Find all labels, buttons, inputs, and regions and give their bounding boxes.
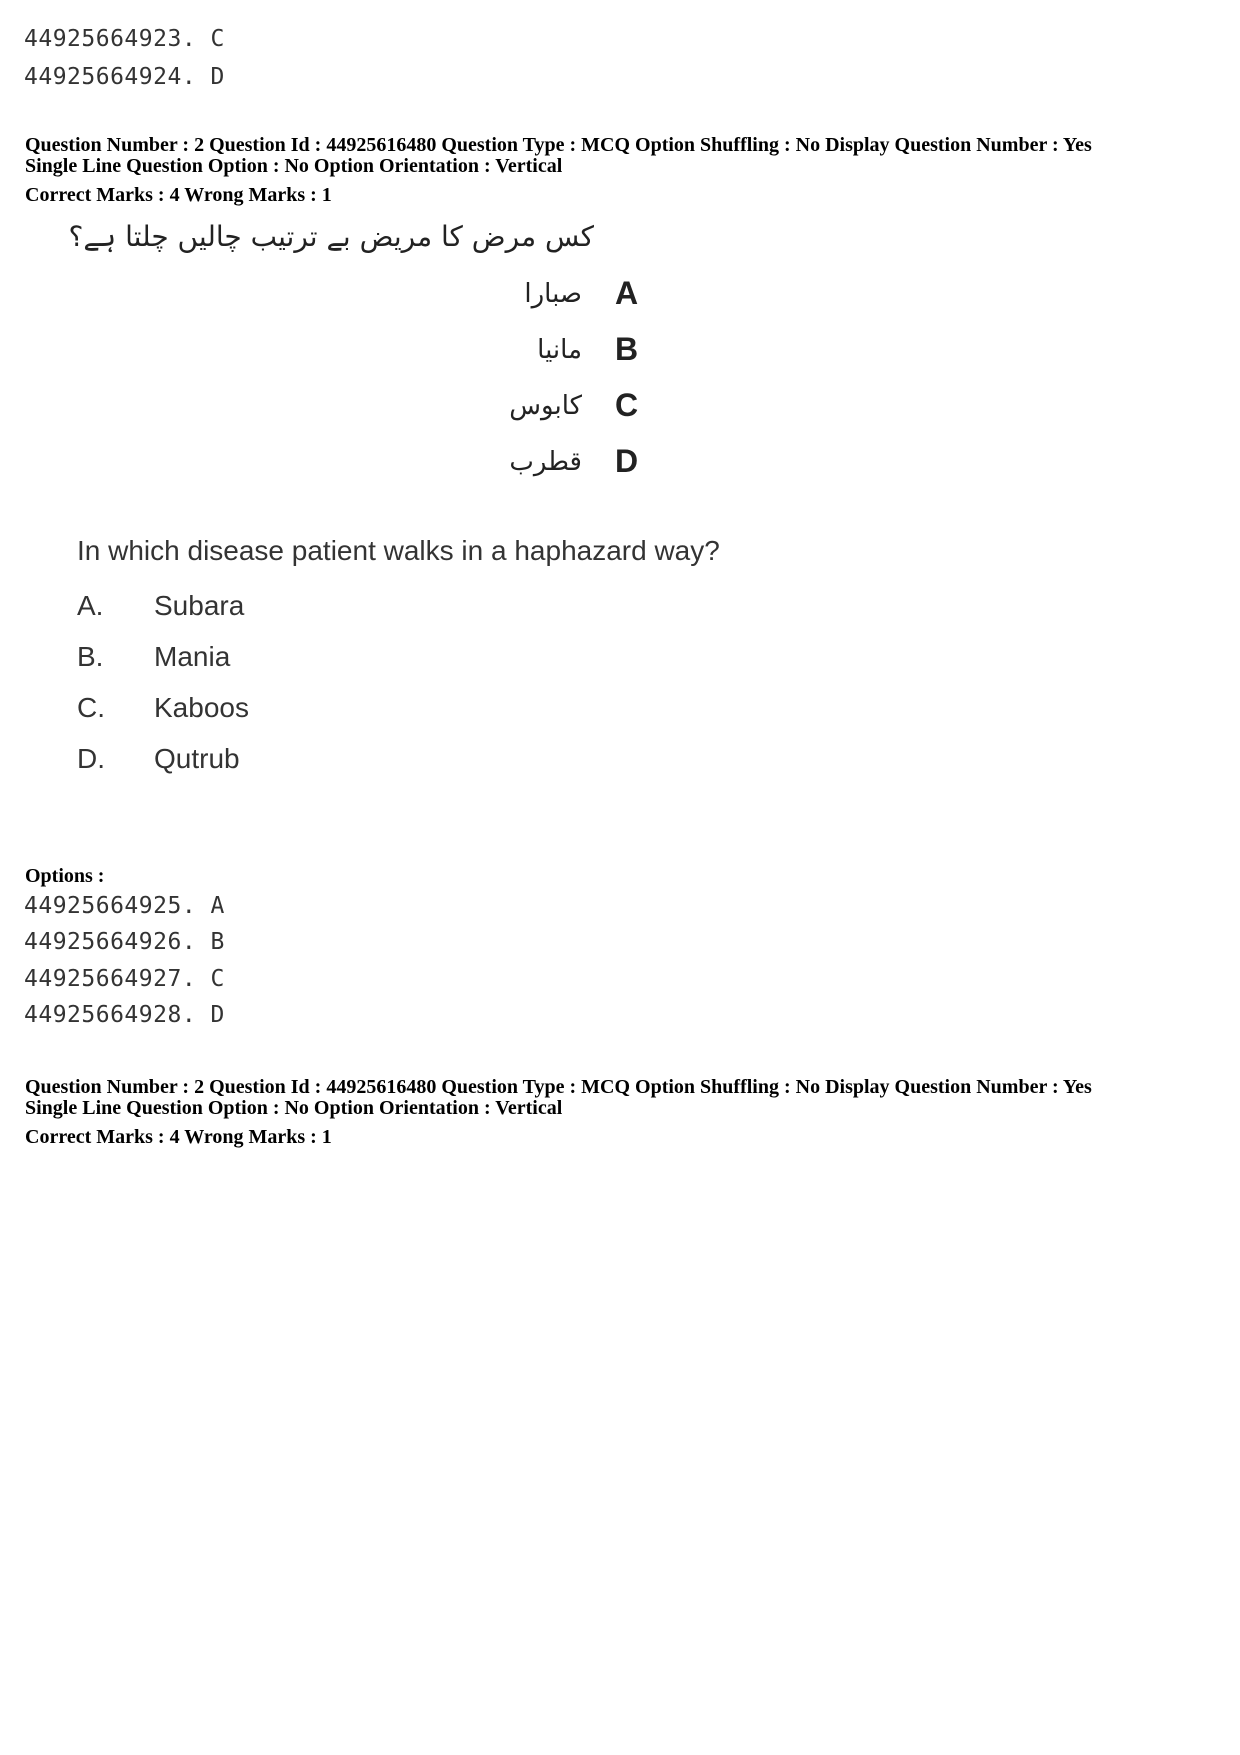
english-option-text: Subara (154, 590, 245, 621)
option-id-line: 44925664925. A (24, 893, 225, 919)
option-id-line: 44925664924. D (24, 64, 225, 90)
urdu-option-letter: A (615, 275, 639, 311)
english-option-letter: B. (77, 641, 104, 672)
english-option-c (77, 692, 477, 732)
urdu-option-d (470, 443, 650, 493)
option-id-line: 44925664927. C (24, 966, 225, 992)
question-meta-line-1: Question Number : 2 Question Id : 44925616480 Question Type : MCQ Option Shuffling : No Display Question Number : Yes (25, 1076, 1092, 1098)
urdu-option-c (470, 387, 650, 437)
question-meta-line-1: Question Number : 2 Question Id : 44925616480 Question Type : MCQ Option Shuffling : No Display Question Number : Yes (25, 134, 1092, 156)
question-image (50, 215, 730, 775)
urdu-option-letter: D (615, 443, 639, 479)
english-option-a (77, 590, 477, 630)
english-option-d (77, 743, 477, 783)
urdu-option-b (470, 331, 650, 381)
urdu-option-a (470, 275, 650, 325)
english-option-letter: D. (77, 743, 105, 774)
marks-line: Correct Marks : 4 Wrong Marks : 1 (25, 184, 332, 206)
english-option-letter: A. (77, 590, 104, 621)
english-option-b (77, 641, 477, 681)
urdu-option-letter: C (615, 387, 639, 423)
question-meta-line-2: Single Line Question Option : No Option Orientation : Vertical (25, 155, 563, 177)
urdu-option-text: کابوس (509, 391, 582, 421)
option-id-line: 44925664923. C (24, 26, 225, 52)
question-meta-line-2: Single Line Question Option : No Option Orientation : Vertical (25, 1097, 563, 1119)
english-option-text: Mania (154, 641, 231, 672)
english-question: In which disease patient walks in a haphazard way? (77, 535, 720, 566)
urdu-option-text: مانیا (537, 335, 582, 365)
english-option-letter: C. (77, 692, 105, 723)
marks-line: Correct Marks : 4 Wrong Marks : 1 (25, 1126, 332, 1148)
option-id-line: 44925664926. B (24, 929, 225, 955)
urdu-option-text: صبارا (524, 279, 582, 309)
urdu-option-text: قطرب (509, 447, 582, 477)
option-id-line: 44925664928. D (24, 1002, 225, 1028)
urdu-question: کس مرض کا مریض بے ترتیب چالیں چلتا ہے؟ (68, 220, 594, 253)
urdu-option-letter: B (615, 331, 639, 367)
english-option-text: Kaboos (154, 692, 249, 723)
english-option-text: Qutrub (154, 743, 240, 774)
options-label: Options : (25, 865, 105, 887)
